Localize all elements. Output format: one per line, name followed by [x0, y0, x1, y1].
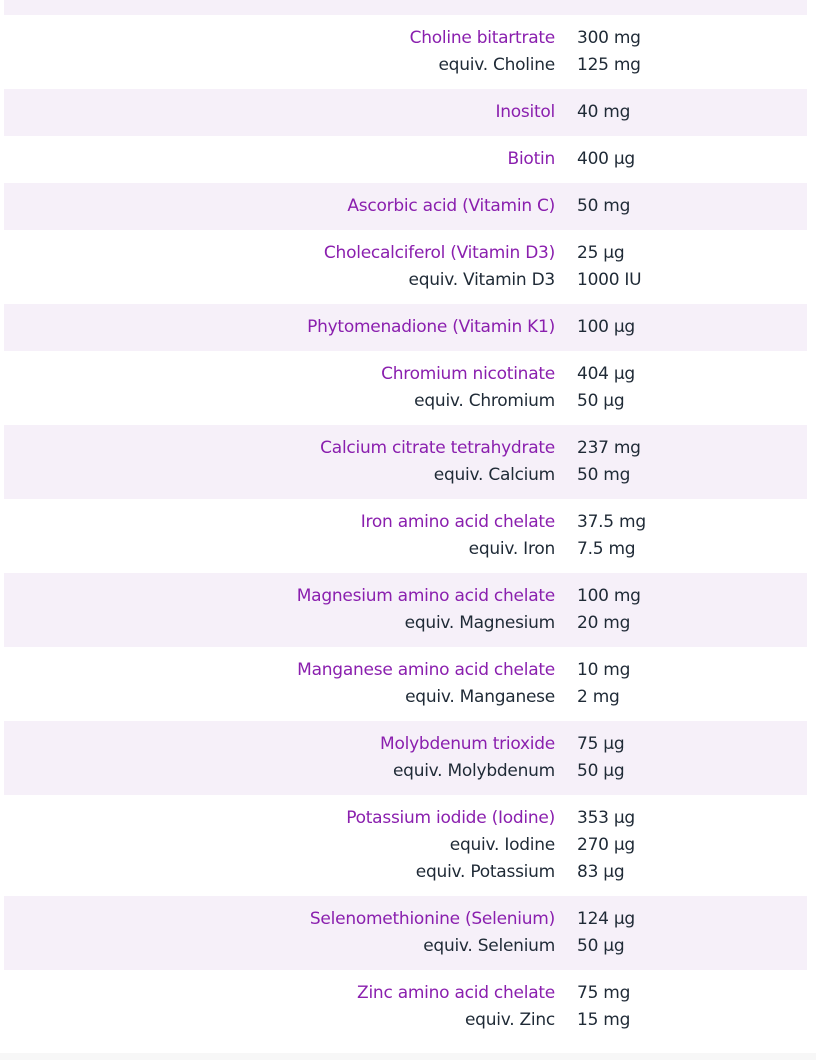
equivalent-line [4, 933, 807, 960]
table-row [4, 499, 807, 573]
amount-value: 50 µg [577, 936, 625, 956]
ingredient-name: Manganese amino acid chelate [297, 660, 555, 680]
amount-value: 300 mg [577, 28, 641, 48]
equivalent-line [4, 536, 807, 563]
amount-value: 15 mg [577, 1010, 631, 1030]
ingredient-line [4, 509, 807, 536]
ingredient-line [4, 583, 807, 610]
table-row-stripe-top [4, 0, 807, 15]
ingredient-name: Inositol [495, 102, 555, 122]
table-row [4, 89, 807, 136]
amount-value: 10 mg [577, 660, 631, 680]
table-row [4, 15, 807, 89]
ingredient-line [4, 805, 807, 832]
equivalent-line [4, 832, 807, 859]
table-row [4, 573, 807, 647]
page-bottom-edge [0, 1053, 816, 1060]
equivalent-name: equiv. Vitamin D3 [408, 270, 555, 290]
ingredient-name: Selenomethionine (Selenium) [309, 909, 555, 929]
ingredient-name: Choline bitartrate [409, 28, 555, 48]
ingredient-line [4, 240, 807, 267]
equivalent-name: equiv. Chromium [414, 391, 555, 411]
amount-value: 353 µg [577, 808, 635, 828]
table-row [4, 136, 807, 183]
amount-value: 125 mg [577, 55, 641, 75]
equivalent-line [4, 859, 807, 886]
ingredient-line [4, 99, 807, 126]
ingredient-name: Molybdenum trioxide [380, 734, 555, 754]
equivalent-name: equiv. Iodine [449, 835, 555, 855]
amount-value: 75 mg [577, 983, 631, 1003]
ingredient-name: Chromium nicotinate [381, 364, 555, 384]
ingredient-line [4, 361, 807, 388]
ingredient-name: Zinc amino acid chelate [357, 983, 555, 1003]
amount-value: 50 µg [577, 761, 625, 781]
amount-value: 2 mg [577, 687, 620, 707]
table-row [4, 183, 807, 230]
ingredients-table [4, 15, 807, 1044]
equivalent-line [4, 52, 807, 79]
table-row [4, 721, 807, 795]
ingredient-line [4, 193, 807, 220]
ingredient-line [4, 314, 807, 341]
ingredient-line [4, 657, 807, 684]
equivalent-name: equiv. Potassium [415, 862, 555, 882]
equivalent-line [4, 388, 807, 415]
amount-value: 100 µg [577, 317, 635, 337]
amount-value: 20 mg [577, 613, 631, 633]
equivalent-line [4, 610, 807, 637]
equivalent-line [4, 684, 807, 711]
ingredient-line [4, 731, 807, 758]
ingredient-line [4, 435, 807, 462]
amount-value: 50 mg [577, 465, 631, 485]
amount-value: 37.5 mg [577, 512, 646, 532]
amount-value: 50 mg [577, 196, 631, 216]
equivalent-name: equiv. Molybdenum [392, 761, 555, 781]
amount-value: 25 µg [577, 243, 625, 263]
ingredient-name: Iron amino acid chelate [360, 512, 555, 532]
amount-value: 400 µg [577, 149, 635, 169]
amount-value: 1000 IU [577, 270, 642, 290]
amount-value: 7.5 mg [577, 539, 636, 559]
ingredient-name: Cholecalciferol (Vitamin D3) [323, 243, 555, 263]
amount-value: 124 µg [577, 909, 635, 929]
table-row [4, 425, 807, 499]
equivalent-name: equiv. Iron [468, 539, 555, 559]
amount-value: 50 µg [577, 391, 625, 411]
ingredient-name: Magnesium amino acid chelate [296, 586, 555, 606]
equivalent-name: equiv. Calcium [433, 465, 555, 485]
table-row [4, 351, 807, 425]
ingredient-name: Biotin [507, 149, 555, 169]
table-row [4, 970, 807, 1044]
ingredient-line [4, 25, 807, 52]
table-row [4, 896, 807, 970]
equivalent-name: equiv. Choline [438, 55, 555, 75]
ingredient-line [4, 146, 807, 173]
amount-value: 83 µg [577, 862, 625, 882]
table-row [4, 795, 807, 896]
equivalent-line [4, 462, 807, 489]
ingredient-name: Phytomenadione (Vitamin K1) [307, 317, 555, 337]
equivalent-line [4, 267, 807, 294]
amount-value: 100 mg [577, 586, 641, 606]
ingredient-name: Calcium citrate tetrahydrate [320, 438, 555, 458]
table-row [4, 304, 807, 351]
amount-value: 40 mg [577, 102, 631, 122]
table-row [4, 647, 807, 721]
ingredient-line [4, 906, 807, 933]
equivalent-name: equiv. Magnesium [404, 613, 555, 633]
equivalent-line [4, 1007, 807, 1034]
amount-value: 270 µg [577, 835, 635, 855]
equivalent-name: equiv. Selenium [423, 936, 555, 956]
ingredient-name: Potassium iodide (Iodine) [346, 808, 555, 828]
equivalent-name: equiv. Manganese [405, 687, 555, 707]
amount-value: 75 µg [577, 734, 625, 754]
ingredient-name: Ascorbic acid (Vitamin C) [347, 196, 555, 216]
amount-value: 404 µg [577, 364, 635, 384]
amount-value: 237 mg [577, 438, 641, 458]
equivalent-name: equiv. Zinc [464, 1010, 555, 1030]
equivalent-line [4, 758, 807, 785]
table-row [4, 230, 807, 304]
ingredient-line [4, 980, 807, 1007]
